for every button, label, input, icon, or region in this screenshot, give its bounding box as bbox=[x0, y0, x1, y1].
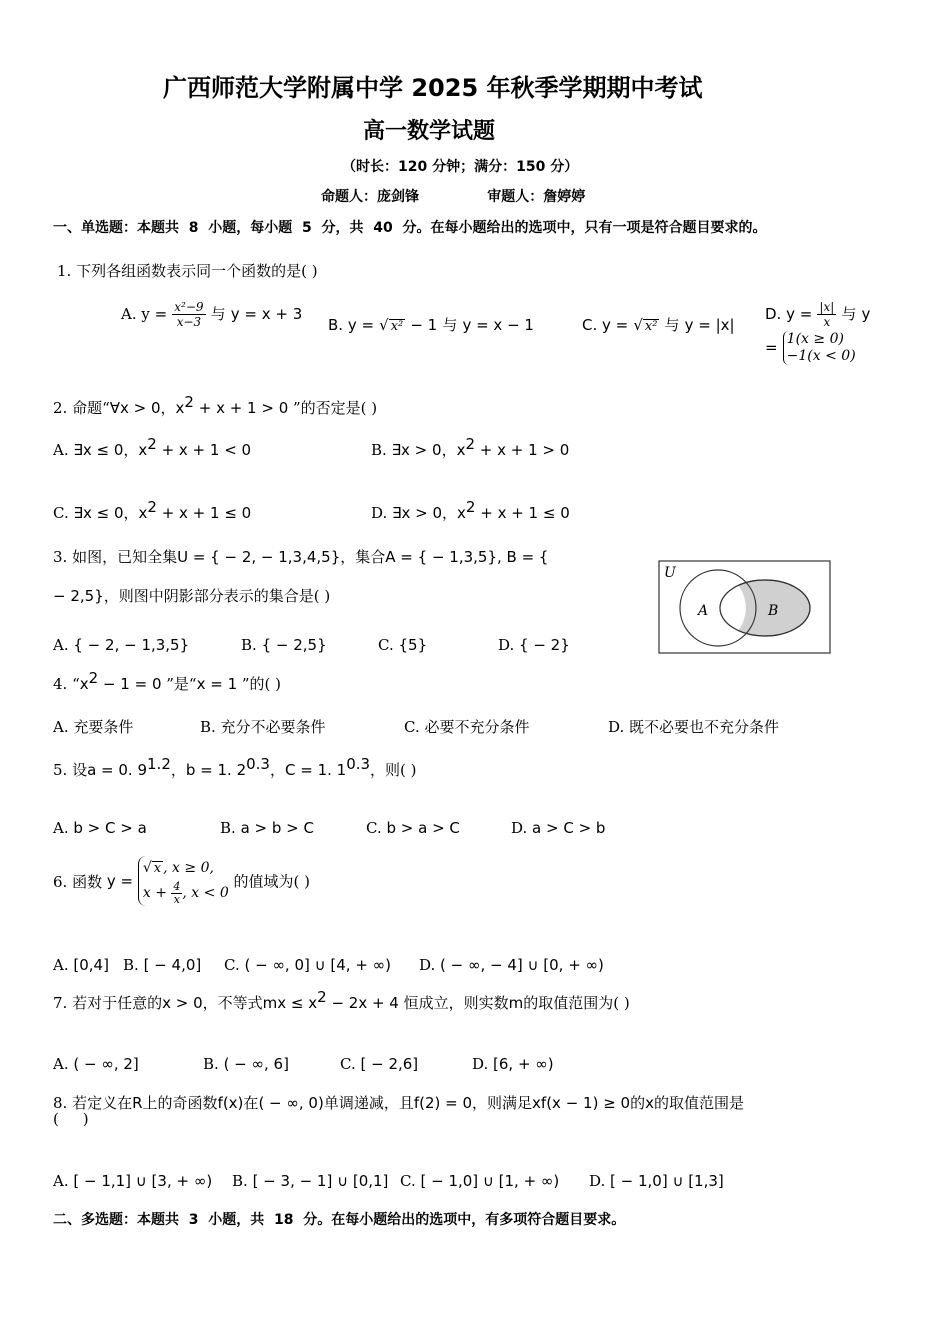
q3-stem1-math: U = { − 2, − 1,3,4,5} bbox=[177, 548, 341, 566]
q4-stem-math: x bbox=[79, 675, 89, 693]
q2-d-math: ∃x > 0，x bbox=[392, 504, 466, 522]
q8-d-math: [ − 1,0] ∪ [1,3] bbox=[610, 1172, 724, 1190]
q5-c-label: C. bbox=[366, 819, 387, 837]
q1-stem: 1. 下列各组函数表示同一个函数的是( ) bbox=[57, 262, 318, 280]
q2-stem-post: ”的否定是( ) bbox=[288, 399, 378, 417]
q5-option-c bbox=[366, 819, 460, 837]
q5-b-def: ，b = 1. 2 bbox=[170, 761, 247, 779]
q3-b-label: B. bbox=[241, 636, 262, 654]
q2-option-b: B. ∃x > 0，$x^2 + x + 1 > 0$ bbox=[371, 435, 570, 459]
q1-c-mid: 与 bbox=[664, 316, 680, 334]
q5-d-math: a > C > b bbox=[532, 819, 606, 837]
q7-stem-math2: mx ≤ x bbox=[262, 994, 318, 1012]
q2-stem bbox=[53, 393, 378, 418]
section-1-heading: 一、单选题：本题共 8 小题，每小题 5 分，共 40 分。在每小题给出的选项中，只有一项是符合题目要求的。 bbox=[53, 220, 767, 236]
q1-a-fraction bbox=[172, 300, 205, 329]
q7-stem-post: 的取值范围为( ) bbox=[523, 994, 630, 1012]
q5-b-math: a > b > C bbox=[240, 819, 314, 837]
q8-stem-m2: f(x) bbox=[217, 1094, 244, 1112]
q7-option-b bbox=[203, 1055, 289, 1073]
q8-stem-t4: ，则满足 bbox=[472, 1094, 533, 1112]
q8-stem-m1: R bbox=[132, 1094, 143, 1112]
q7-option-c bbox=[340, 1055, 418, 1073]
q2-option-c: C. ∃x ≤ 0，$x^2 + x + 1 \le 0$ bbox=[53, 498, 252, 522]
q3-venn-diagram bbox=[658, 560, 832, 656]
q8-stem-m6: x bbox=[645, 1094, 654, 1112]
q6-stem-post: 的值域为( ) bbox=[233, 872, 311, 891]
q4-option-a: A. 充要条件 bbox=[53, 718, 134, 736]
q1-a-mid: 与 bbox=[210, 305, 226, 323]
q3-stem2-math: − 2,5} bbox=[53, 587, 104, 605]
q6-option-a bbox=[53, 956, 109, 974]
q2-option-d: D. ∃x > 0，$x^2 + x + 1 \le 0$ bbox=[371, 498, 570, 522]
q1-d-num: |x| bbox=[819, 300, 835, 314]
exam-duration: （时长：120 分钟；满分：150 分） bbox=[342, 159, 579, 175]
q6-b-math: [ − 4,0] bbox=[143, 956, 202, 974]
q8-stem-t3: 单调递减，且 bbox=[323, 1094, 414, 1112]
q7-stem-mid: ，不等式 bbox=[202, 994, 263, 1012]
q7-b-math: ( − ∞, 6] bbox=[223, 1055, 289, 1073]
q6-option-c bbox=[224, 956, 391, 974]
q8-stem-t5: 的 bbox=[630, 1094, 646, 1112]
q1-option-b: B. y = √ x² − 1 与 y = x − 1 bbox=[328, 316, 534, 334]
q5-stem bbox=[53, 755, 417, 780]
q5-a-math: b > C > a bbox=[73, 819, 147, 837]
q4-stem-mid: ”是“ bbox=[161, 675, 197, 693]
q6-d-math: ( − ∞, − 4] ∪ [0, + ∞) bbox=[440, 956, 604, 974]
q3-option-b bbox=[241, 636, 327, 654]
q3-stem1-pre: 3. 如图，已知全集 bbox=[53, 548, 178, 566]
q8-a-label: A. bbox=[53, 1172, 74, 1190]
exam-authors: 命题人：庞剑锋 审题人：詹婷婷 bbox=[321, 189, 586, 205]
q3-d-math: { − 2} bbox=[519, 636, 570, 654]
q6-d-label: D. bbox=[419, 956, 441, 974]
venn-label-b: B bbox=[768, 603, 779, 619]
q3-stem-line-1 bbox=[53, 546, 548, 567]
q5-option-a bbox=[53, 819, 147, 837]
q1-option-c: C. y = √ x² 与 y = |x| bbox=[582, 316, 735, 334]
q7-a-label: A. bbox=[53, 1055, 74, 1073]
q4-option-d: D. 既不必要也不充分条件 bbox=[608, 718, 780, 736]
q6-option-d bbox=[419, 956, 604, 974]
q3-b-math: { − 2,5} bbox=[261, 636, 327, 654]
q8-stem-t2: 在 bbox=[243, 1094, 259, 1112]
q3-stem-line-2 bbox=[53, 585, 330, 606]
q1-a-tail: y = x + 3 bbox=[230, 305, 303, 323]
q8-option-d bbox=[589, 1172, 724, 1190]
q6-stem-math: y = bbox=[106, 872, 134, 890]
q2-b-label: B. bbox=[371, 441, 392, 459]
q2-b-math: ∃x > 0，x bbox=[391, 441, 466, 459]
q2-a-math: ∃x ≤ 0，x bbox=[73, 441, 148, 459]
q3-d-label: D. bbox=[498, 636, 520, 654]
q3-stem2-post: ，则图中阴影部分表示的集合是( ) bbox=[103, 587, 331, 605]
q1-d-label: D. y bbox=[765, 305, 795, 323]
q8-d-label: D. bbox=[589, 1172, 611, 1190]
q7-option-d bbox=[472, 1055, 554, 1073]
q6-p2-pre: x + bbox=[142, 885, 167, 901]
q1-a-num: x²−9 bbox=[174, 300, 204, 314]
q6-p1-rest: , x ≥ 0, bbox=[163, 860, 214, 876]
q1-c-label: C. y = bbox=[582, 316, 629, 334]
q3-stem1-math2: A = { − 1,3,5}, B = { bbox=[385, 548, 549, 566]
q5-option-d bbox=[511, 819, 605, 837]
q3-c-math: {5} bbox=[398, 636, 428, 654]
q8-c-math: [ − 1,0] ∪ [1, + ∞) bbox=[420, 1172, 560, 1190]
q1-d-tail: y bbox=[861, 305, 871, 323]
q1-c-tail: y = |x| bbox=[684, 316, 735, 334]
exam-subtitle: 高一数学试题 bbox=[363, 119, 496, 144]
q5-d-label: D. bbox=[511, 819, 533, 837]
q8-stem-t6: 的取值范围是 bbox=[654, 1094, 745, 1112]
q6-p2-num: 4 bbox=[173, 879, 181, 893]
q6-a-label: A. bbox=[53, 956, 74, 974]
q3-option-a bbox=[53, 636, 189, 654]
q2-a-math2: + x + 1 < 0 bbox=[156, 441, 252, 459]
q2-d-math2: + x + 1 ≤ 0 bbox=[475, 504, 570, 522]
q5-option-b bbox=[220, 819, 314, 837]
q5-c-exp: 0.3 bbox=[346, 755, 371, 773]
q8-option-a bbox=[53, 1172, 212, 1190]
q6-p2-rest: , x < 0 bbox=[182, 885, 229, 901]
q2-c-math2: + x + 1 ≤ 0 bbox=[156, 504, 252, 522]
q3-a-math: { − 2, − 1,3,5} bbox=[73, 636, 190, 654]
q6-stem-pre: 6. 函数 bbox=[53, 872, 103, 891]
q2-stem-exp: 2 bbox=[184, 393, 194, 411]
q4-stem bbox=[53, 669, 282, 694]
q1-a-label: A. y bbox=[121, 305, 150, 323]
q4-stem-pre: 4. “ bbox=[53, 675, 80, 693]
q7-d-label: D. bbox=[472, 1055, 494, 1073]
q7-c-label: C. bbox=[340, 1055, 361, 1073]
q4-option-b: B. 充分不必要条件 bbox=[200, 718, 326, 736]
q2-c-math: ∃x ≤ 0，x bbox=[73, 504, 148, 522]
q4-stem-exp: 2 bbox=[88, 669, 99, 687]
q1-b-tail: y = x − 1 bbox=[462, 316, 534, 334]
q6-c-math: ( − ∞, 0] ∪ [4, + ∞) bbox=[244, 956, 391, 974]
q4-stem-post: ”的( ) bbox=[237, 675, 282, 693]
q7-b-label: B. bbox=[203, 1055, 224, 1073]
q7-stem-math3: − 2x + 4 bbox=[326, 994, 399, 1012]
q5-stem-post: ，则( ) bbox=[370, 761, 417, 779]
q1-c-radicand: x² bbox=[644, 319, 658, 334]
q8-stem-m5: xf(x − 1) ≥ 0 bbox=[532, 1094, 631, 1112]
q6-p2-fraction bbox=[171, 881, 182, 906]
q5-c-math: b > a > C bbox=[386, 819, 460, 837]
q8-option-c bbox=[400, 1172, 559, 1190]
q6-piecewise: √ x , x ≥ 0, x + $\frac{4}{x}$ , x < 0 bbox=[138, 856, 229, 906]
q5-b-exp: 0.3 bbox=[246, 755, 270, 773]
q1-d-piece-1: 1(x ≥ 0) bbox=[786, 331, 844, 347]
q7-d-math: [6, + ∞) bbox=[493, 1055, 554, 1073]
q7-stem-exp: 2 bbox=[317, 988, 327, 1006]
q2-b-math2: + x + 1 > 0 bbox=[475, 441, 570, 459]
q8-c-label: C. bbox=[400, 1172, 421, 1190]
q1-d-den: x bbox=[823, 315, 831, 329]
q8-option-b bbox=[232, 1172, 388, 1190]
q8-stem-line-2: ( ) bbox=[53, 1110, 89, 1128]
q3-option-c bbox=[378, 636, 427, 654]
q7-option-a bbox=[53, 1055, 139, 1073]
q8-a-math: [ − 1,1] ∪ [3, + ∞) bbox=[73, 1172, 213, 1190]
q6-b-label: B. bbox=[123, 956, 144, 974]
section-2-heading: 二、多选题：本题共 3 小题，共 18 分。在每小题给出的选项中，有多项符合题目要求。 bbox=[53, 1212, 626, 1228]
q2-stem-pre: 2. 命题“ bbox=[53, 399, 110, 417]
q3-option-d bbox=[498, 636, 570, 654]
q8-b-label: B. bbox=[232, 1172, 253, 1190]
q7-stem-math4: m bbox=[508, 994, 524, 1012]
q1-a-den: x−3 bbox=[176, 315, 202, 329]
q2-a-label: A. bbox=[53, 441, 74, 459]
q8-stem-line-1 bbox=[53, 1092, 744, 1113]
q3-stem1-mid: ，集合 bbox=[340, 548, 386, 566]
q1-b-radicand: x² bbox=[390, 319, 404, 334]
q4-stem-math3: x = 1 bbox=[196, 675, 238, 693]
q1-d-mid: 与 bbox=[841, 305, 857, 323]
q2-stem-math2: + x + 1 > 0 bbox=[193, 399, 289, 417]
q5-b-label: B. bbox=[220, 819, 241, 837]
q8-stem-m4: f(2) = 0 bbox=[413, 1094, 473, 1112]
q8-b-math: [ − 3, − 1] ∪ [0,1] bbox=[252, 1172, 389, 1190]
q8-stem-m3: ( − ∞, 0) bbox=[258, 1094, 324, 1112]
venn-label-u: U bbox=[664, 565, 676, 581]
q5-a-exp: 1.2 bbox=[147, 755, 171, 773]
q1-b-label: B. y = bbox=[328, 316, 375, 334]
q6-option-b bbox=[123, 956, 201, 974]
q2-stem-math: ∀x > 0，x bbox=[109, 399, 185, 417]
q1-option-a: A. y = $\frac{\text{x²−9}}{x-3}$ 与 y = x + 3 bbox=[121, 300, 303, 329]
q1-d-fraction bbox=[817, 300, 836, 329]
q2-c-label: C. bbox=[53, 504, 74, 522]
q6-p1-radicand: x bbox=[153, 861, 162, 876]
q8-stem-t1: 上的奇函数 bbox=[142, 1094, 218, 1112]
q6-p2-den: x bbox=[173, 892, 181, 906]
q7-stem-pre: 7. 若对于任意的 bbox=[53, 994, 163, 1012]
q4-option-c: C. 必要不充分条件 bbox=[404, 718, 530, 736]
exam-title: 广西师范大学附属中学 2025 年秋季学期期中考试 bbox=[163, 74, 703, 102]
q2-d-label: D. bbox=[371, 504, 393, 522]
q4-stem-math2: − 1 = 0 bbox=[98, 675, 162, 693]
q5-stem-pre: 5. 设 bbox=[53, 761, 88, 779]
q2-option-a: A. ∃x ≤ 0，$x^2 + x + 1 < 0$ bbox=[53, 435, 252, 459]
q5-c-def: ，C = 1. 1 bbox=[269, 761, 347, 779]
q5-a-def: a = 0. 9 bbox=[87, 761, 148, 779]
q1-b-rest: − 1 bbox=[410, 316, 438, 334]
q7-stem-math: x > 0 bbox=[162, 994, 203, 1012]
venn-label-a: A bbox=[698, 603, 709, 619]
q6-c-label: C. bbox=[224, 956, 245, 974]
q6-a-math: [0,4] bbox=[73, 956, 109, 974]
q3-a-label: A. bbox=[53, 636, 74, 654]
q7-a-math: ( − ∞, 2] bbox=[73, 1055, 139, 1073]
q7-c-math: [ − 2,6] bbox=[360, 1055, 419, 1073]
q3-c-label: C. bbox=[378, 636, 399, 654]
q5-a-label: A. bbox=[53, 819, 74, 837]
q7-stem-mid2: 恒成立，则实数 bbox=[398, 994, 509, 1012]
q7-stem bbox=[53, 988, 630, 1013]
q8-stem-pre: 8. 若定义在 bbox=[53, 1094, 133, 1112]
q1-option-d: D. y = $\frac{|x|}{x}$ 与 y = 1(x ≥ 0) −1(x < 0) bbox=[765, 300, 871, 364]
q1-b-mid: 与 bbox=[442, 316, 458, 334]
q1-d-piece-2: −1(x < 0) bbox=[786, 348, 856, 364]
q6-stem bbox=[53, 856, 310, 906]
